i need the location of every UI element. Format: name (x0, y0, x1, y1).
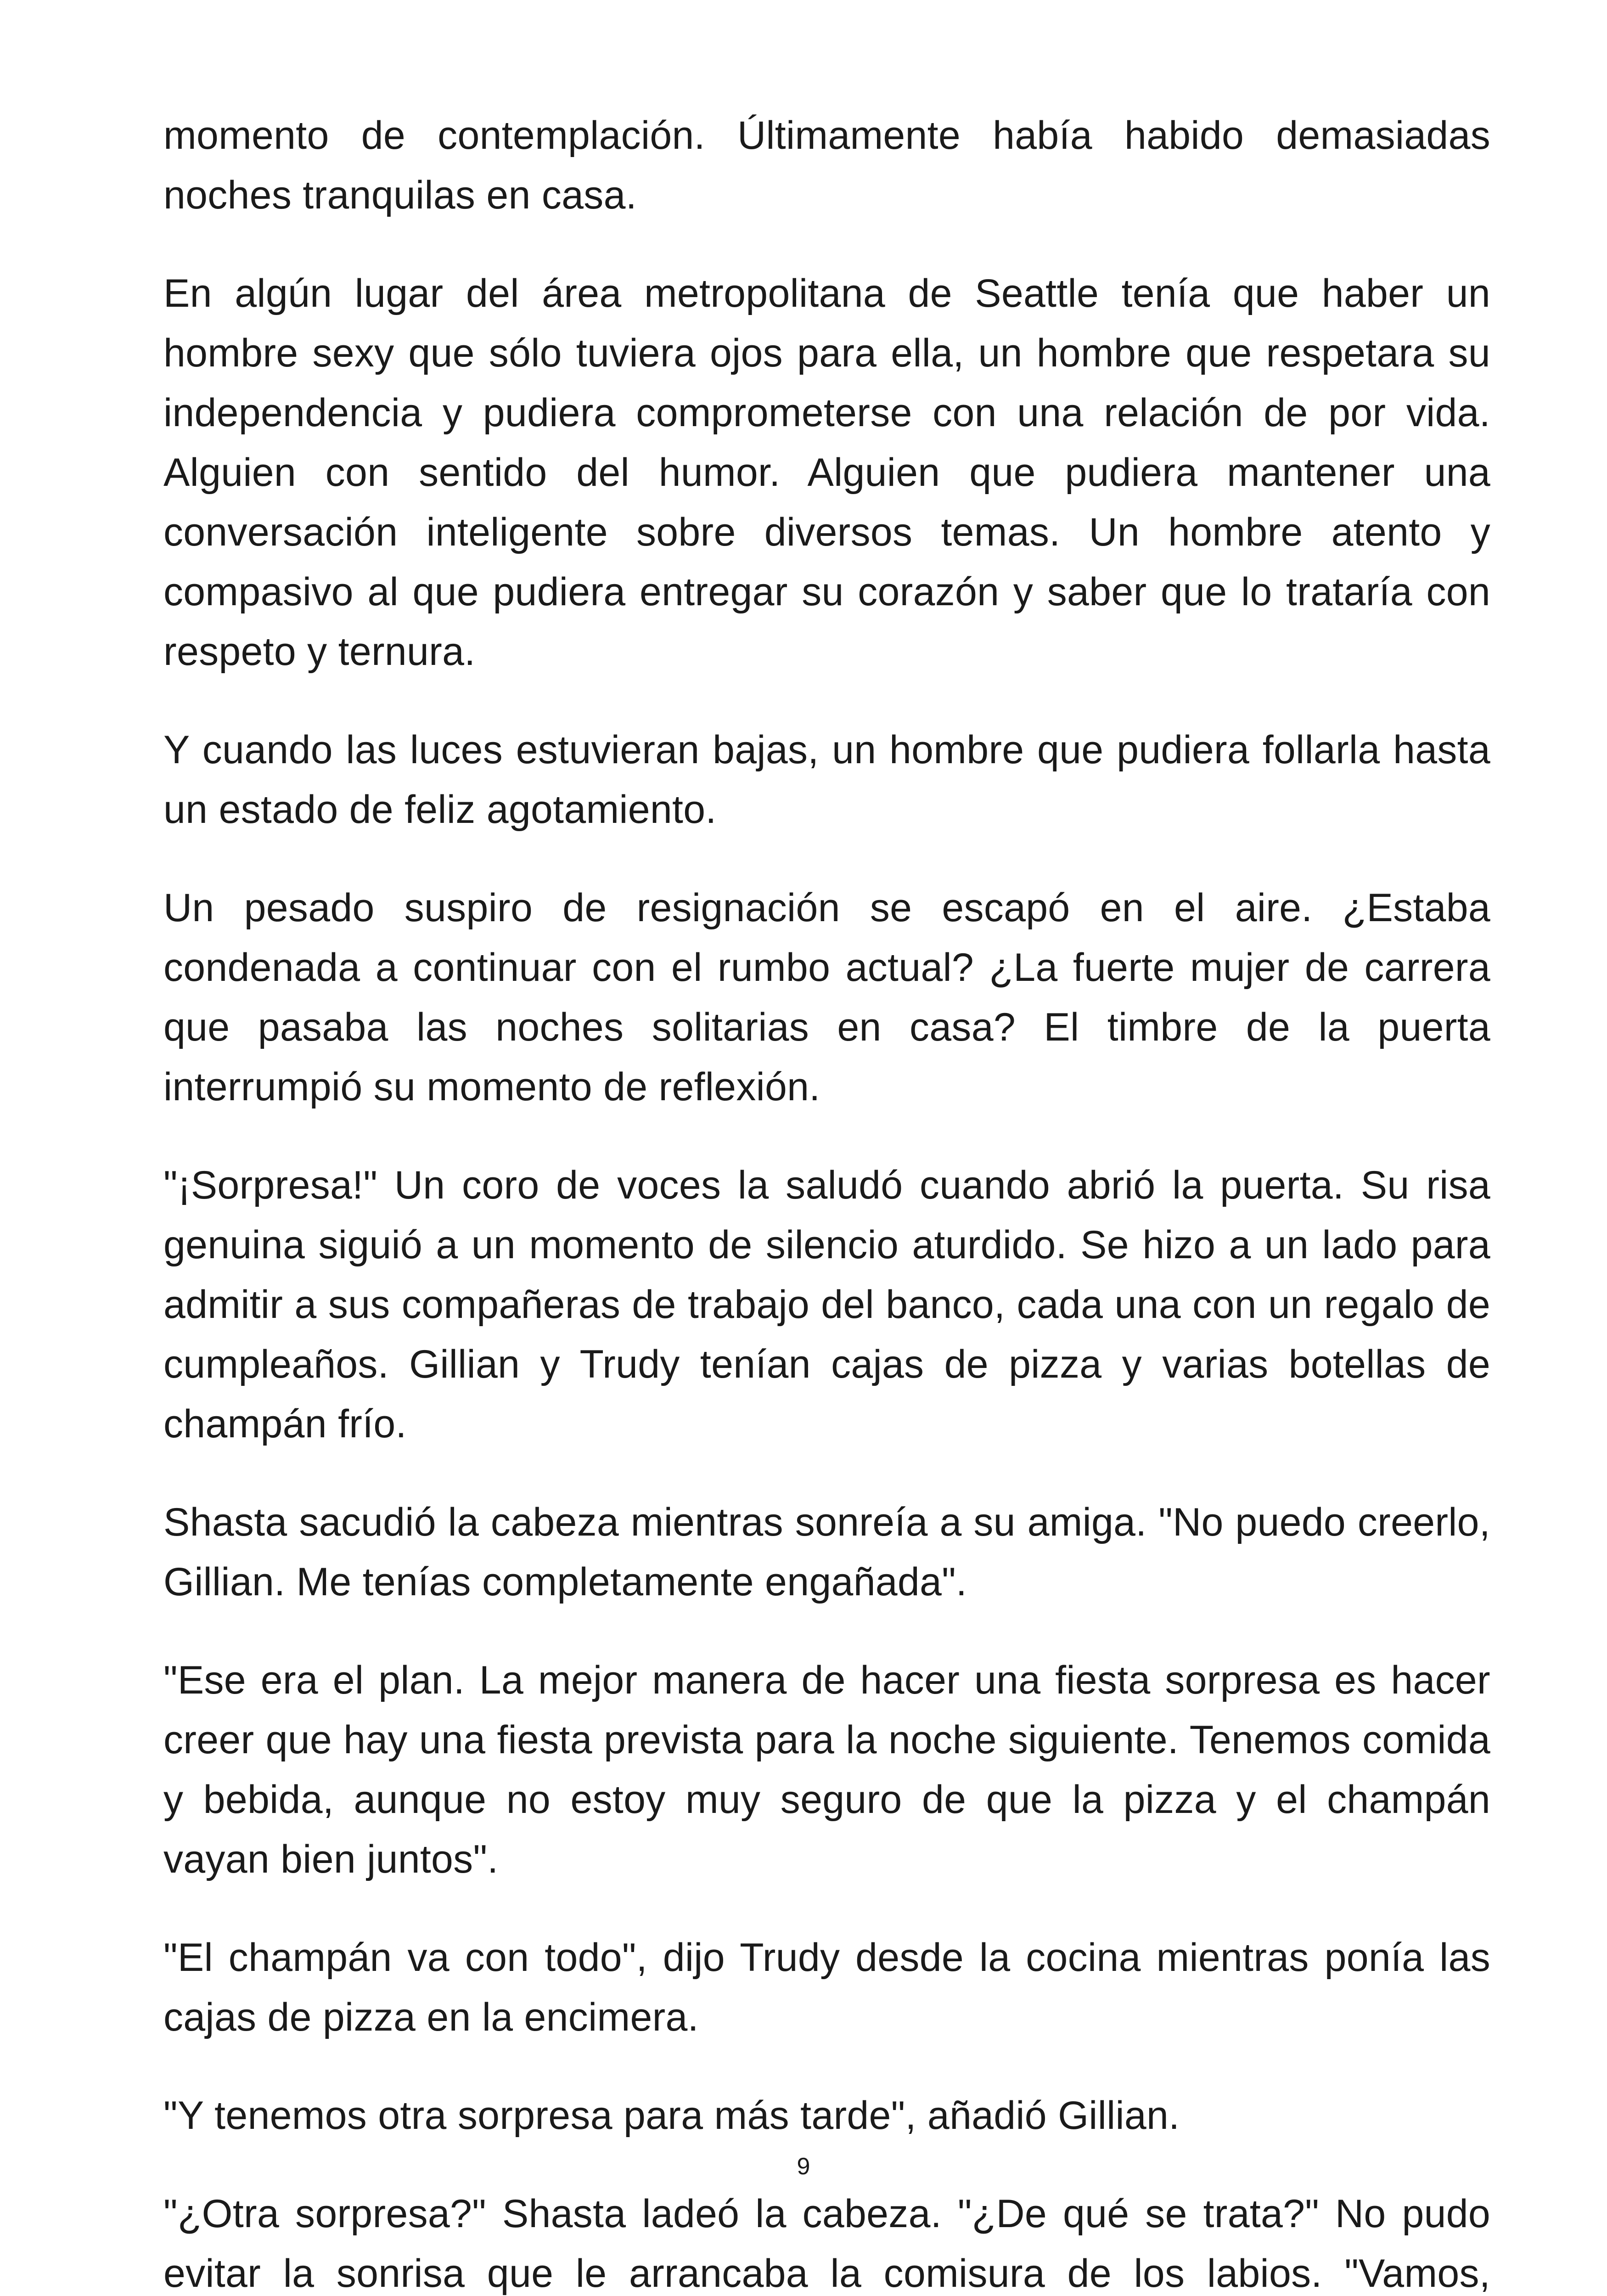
paragraph: Un pesado suspiro de resignación se escapó en el aire. ¿Estaba condenada a continuar con el rumbo actual? ¿La fuerte mujer de carrera que pasaba las noches solitarias en casa? El timbre de la puerta interrumpió su momento de reflexión. (163, 886, 1490, 1109)
paragraph: "Y tenemos otra sorpresa para más tarde", añadió Gillian. (163, 2093, 1180, 2138)
paragraph: momento de contemplación. Últimamente había habido demasiadas noches tranquilas en casa. (163, 113, 1490, 217)
page-number: 9 (797, 2153, 810, 2180)
page-body (163, 106, 1490, 2296)
paragraph: "El champán va con todo", dijo Trudy desde la cocina mientras ponía las cajas de pizza en la encimera. (163, 1936, 1490, 2039)
paragraph: Shasta sacudió la cabeza mientras sonreía a su amiga. "No puedo creerlo, Gillian. Me tenías completamente engañada". (163, 1500, 1490, 1604)
paragraph: "¡Sorpresa!" Un coro de voces la saludó cuando abrió la puerta. Su risa genuina siguió a un momento de silencio aturdido. Se hizo a un lado para admitir a sus compañeras de trabajo del banco, cada una con un regalo de cumpleaños. Gillian y Trudy tenían cajas de pizza y varias botellas de champán frío. (163, 1163, 1490, 1446)
paragraph: Y cuando las luces estuvieran bajas, un hombre que pudiera follarla hasta un estado de feliz agotamiento. (163, 728, 1490, 832)
paragraph: "Ese era el plan. La mejor manera de hacer una fiesta sorpresa es hacer creer que hay una fiesta prevista para la noche siguiente. Tenemos comida y bebida, aunque no estoy muy seguro de que la pizza y el champán vayan bien juntos". (163, 1658, 1490, 1881)
paragraph: "¿Otra sorpresa?" Shasta ladeó la cabeza. "¿De qué se trata?" No pudo evitar la sonrisa que le arrancaba la comisura de los labios. "Vamos, (163, 2192, 1490, 2296)
paragraph: En algún lugar del área metropolitana de Seattle tenía que haber un hombre sexy que sólo tuviera ojos para ella, un hombre que respetara su independencia y pudiera comprometerse con una relación de por vida. Alguien con sentido del humor. Alguien que pudiera mantener una conversación inteligente sobre diversos temas. Un hombre atento y compasivo al que pudiera entregar su corazón y saber que lo trataría con respeto y ternura. (163, 271, 1490, 674)
